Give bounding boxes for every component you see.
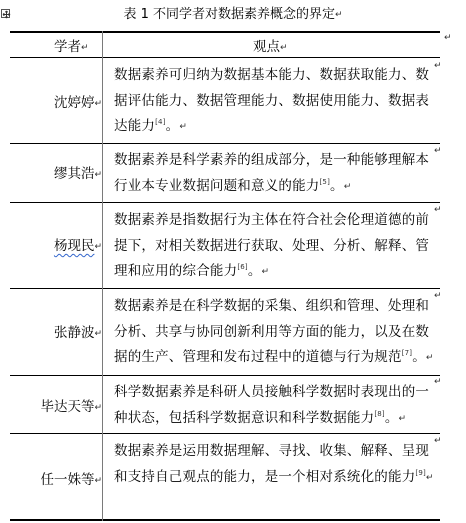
end-of-row-mark: ↵ [434, 291, 442, 301]
viewpoint-cell: 数据素养是在科学数据的采集、组织和管理、处理和分析、共享与协同创新利用等方面的能力，以及在数据的生产、管理和发布过程中的道德与行为规范[7]。↵ [114, 298, 434, 365]
scholar-cell: 杨现民↵ [53, 238, 102, 254]
header-rule [10, 57, 440, 58]
row-divider [10, 143, 440, 144]
row-divider [10, 202, 440, 203]
scholar-cell: 任一姝等↵ [40, 472, 102, 488]
viewpoint-cell: 科学数据素养是科研人员接触科学数据时表现出的一种状态，包括科学数据意识和科学数据能力[8]。↵ [114, 384, 430, 426]
citation-ref: [8] [374, 409, 385, 418]
table-top-rule [10, 31, 440, 33]
scholar-cell: 缪其浩↵ [53, 166, 102, 182]
end-of-row-mark: ↵ [434, 61, 442, 71]
header-scholar: 学者↵ [54, 39, 89, 55]
row-divider [10, 375, 440, 376]
scholar-cell: 沈婷婷↵ [53, 95, 102, 111]
citation-ref: [6] [237, 263, 248, 271]
table-caption [0, 7, 466, 23]
citation-ref: [7] [401, 349, 413, 357]
column-divider [102, 31, 103, 521]
viewpoint-cell: 数据素养是运用数据理解、寻找、收集、解释、呈现和支持自己观点的能力，是一个相对系统化的能力[9]↵ [114, 443, 434, 485]
end-of-row-mark: ↵ [434, 436, 442, 446]
end-of-row-mark: ↵ [434, 377, 442, 387]
viewpoint-cell: 数据素养可归纳为数据基本能力、数据获取能力、数据评估能力、数据管理能力、数据使用能力、数据表达能力[4]。↵ [114, 67, 430, 134]
caption-text: 表 1 不同学者对数据素养概念的界定 [123, 7, 335, 22]
row-divider [10, 288, 440, 289]
citation-ref: [4] [155, 118, 166, 126]
citation-ref: [9] [415, 468, 426, 477]
scholar-cell: 毕达天等↵ [40, 399, 102, 415]
header-viewpoint: 观点↵ [253, 39, 288, 55]
end-of-row-mark: ↵ [434, 146, 442, 156]
paragraph-mark: ↵ [335, 10, 343, 20]
table-bottom-rule [10, 519, 440, 521]
end-of-row-mark: ↵ [434, 205, 442, 215]
row-divider [10, 433, 440, 434]
viewpoint-cell: 数据素养是指数据行为主体在符合社会伦理道德的前提下，对相关数据进行获取、处理、分析、解释、管理和应用的综合能力[6]。↵ [114, 212, 430, 279]
viewpoint-cell: 数据素养是科学素养的组成部分，是一种能够理解本行业本专业数据问题和意义的能力[5]。↵ [114, 152, 430, 194]
citation-ref: [5] [319, 177, 331, 186]
scholar-cell: 张静波↵ [53, 325, 102, 341]
end-of-row-mark: ↵ [444, 33, 452, 43]
